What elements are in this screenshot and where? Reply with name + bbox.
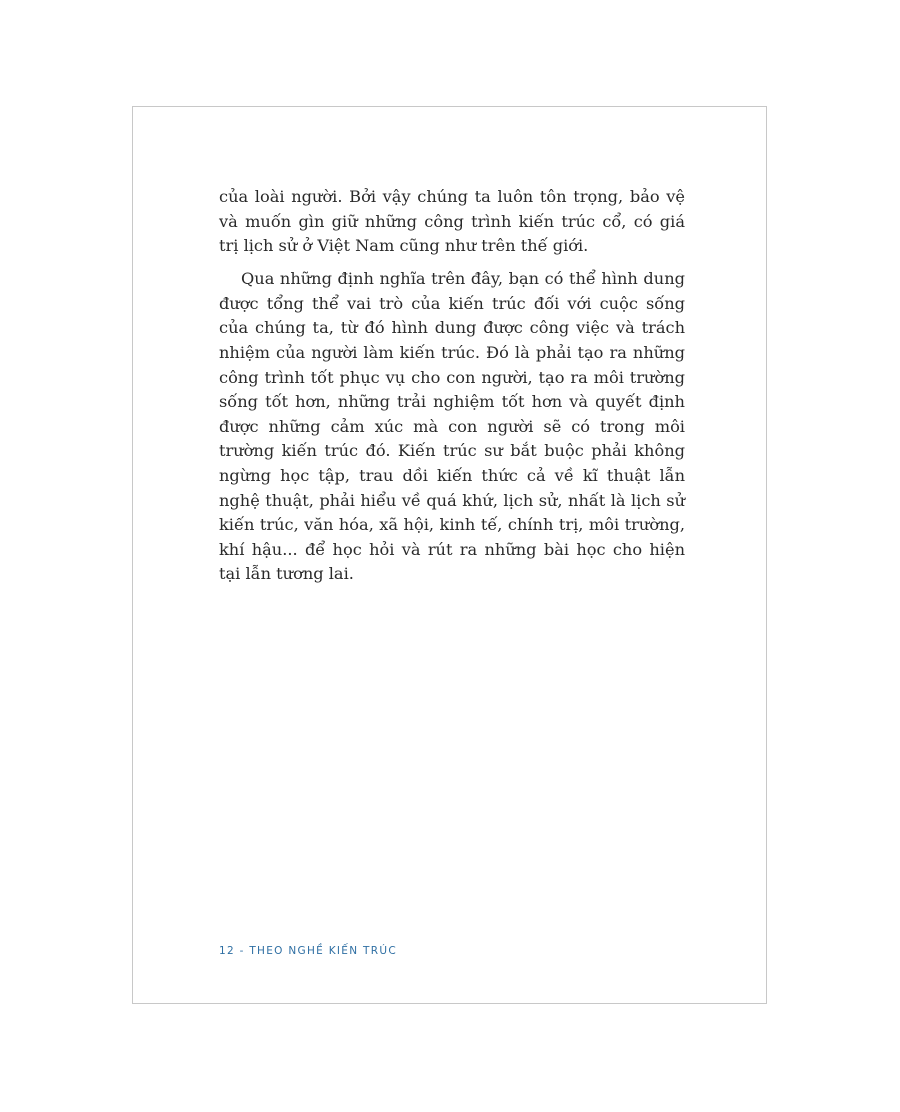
paragraph-continuation: của loài người. Bởi vậy chúng ta luôn tôn trọng, bảo vệ và muốn gìn giữ những công trình kiến trúc cổ, có giá trị lịch sử ở Việt Nam cũng như trên thế giới. bbox=[219, 187, 685, 256]
page-footer: 12 - THEO NGHỀ KIẾN TRÚC bbox=[219, 945, 397, 957]
body-text bbox=[219, 185, 685, 587]
book-page bbox=[132, 106, 767, 1004]
paragraph-architect-role: Qua những định nghĩa trên đây, bạn có thể hình dung được tổng thể vai trò của kiến trúc đối với cuộc sống của chúng ta, từ đó hình dung được công việc và trách nhiệm của người làm kiến trúc. Đó là phải tạo ra những công trình tốt phục vụ cho con người, tạo ra môi trường sống tốt hơn, những trải nghiệm tốt hơn và quyết định được những cảm xúc mà con người sẽ có trong môi trường kiến trúc đó. Kiến trúc sư bắt buộc phải không ngừng học tập, trau dồi kiến thức cả về kĩ thuật lẫn nghệ thuật, phải hiểu về quá khứ, lịch sử, nhất là lịch sử kiến trúc, văn hóa, xã hội, kinh tế, chính trị, môi trường, khí hậu... để học hỏi và rút ra những bài học cho hiện tại lẫn tương lai. bbox=[219, 269, 685, 584]
